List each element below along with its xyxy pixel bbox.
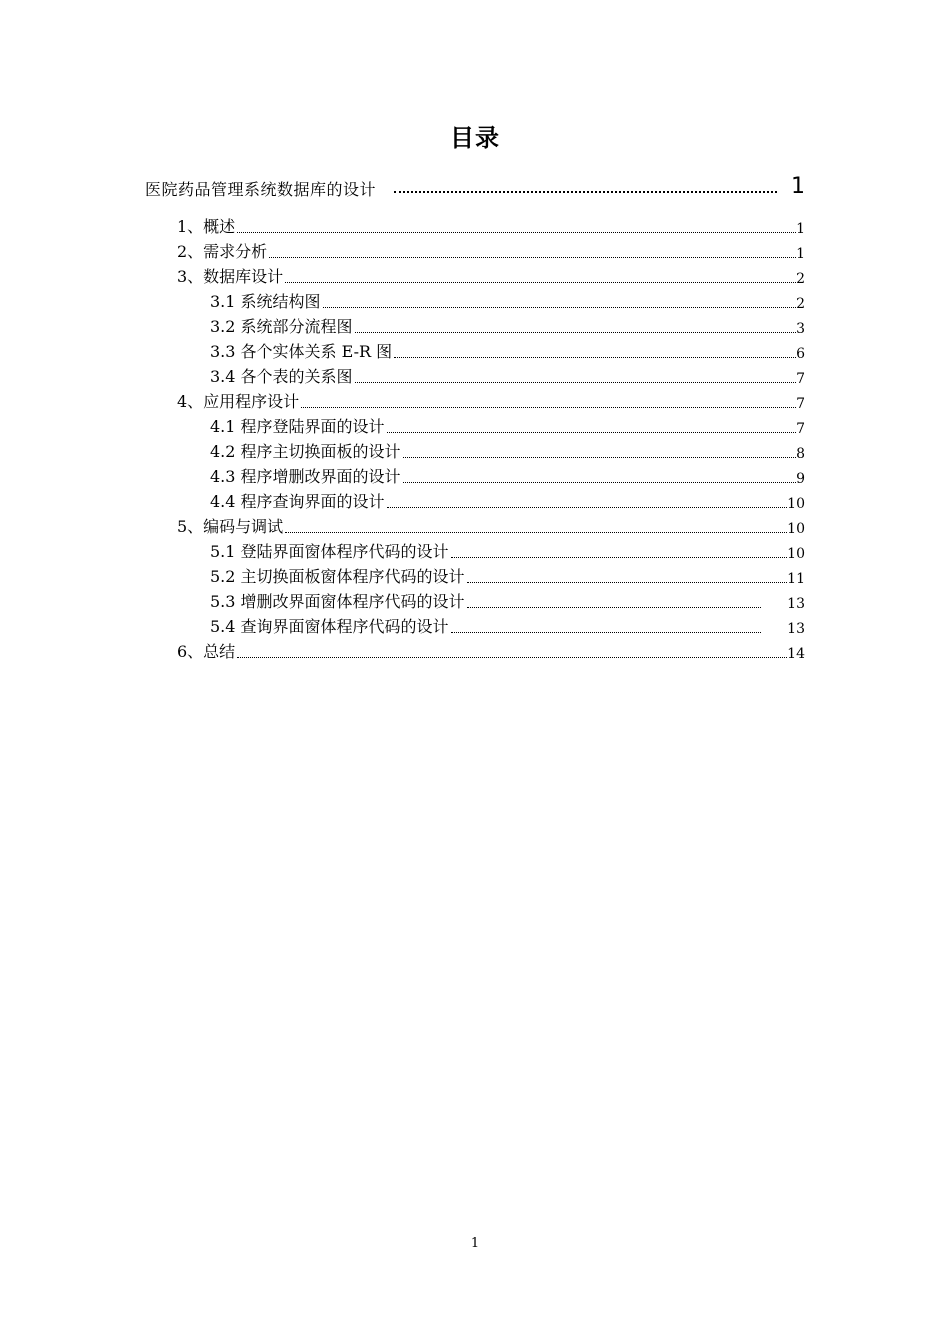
toc-dot-leader <box>394 356 796 358</box>
toc-dot-leader <box>451 631 762 633</box>
toc-page-number: 7 <box>796 371 805 387</box>
toc-dot-leader <box>403 481 797 483</box>
toc-entry-label: 医院药品管理系统数据库的设计 <box>145 180 377 199</box>
toc-entry[interactable] <box>210 440 805 462</box>
toc-dot-leader <box>467 581 788 583</box>
toc-dot-leader <box>355 331 797 333</box>
toc-entry[interactable] <box>210 465 805 487</box>
toc-page-number: 10 <box>787 496 805 512</box>
toc-page-number: 2 <box>796 296 805 312</box>
toc-dot-leader <box>285 531 787 533</box>
toc-entry-label: 3.1 系统结构图 <box>210 292 321 311</box>
toc-page-number: 10 <box>787 546 805 562</box>
toc-dot-leader <box>323 306 797 308</box>
toc-page-number: 6 <box>796 346 805 362</box>
toc-entry-label: 3、数据库设计 <box>177 267 284 286</box>
toc-entry[interactable] <box>210 565 805 587</box>
toc-dot-leader <box>403 456 797 458</box>
toc-entry[interactable] <box>177 390 805 412</box>
toc-dot-leader <box>451 556 788 558</box>
toc-entry-label: 6、总结 <box>177 642 236 661</box>
toc-entry[interactable] <box>177 265 805 287</box>
toc-dot-leader <box>355 381 797 383</box>
toc-entry[interactable] <box>210 365 805 387</box>
toc-page-number: 9 <box>796 471 805 487</box>
footer-page-number: 1 <box>470 1236 480 1251</box>
toc-page-number: 11 <box>787 571 805 587</box>
toc-page-number: 13 <box>787 621 805 637</box>
toc-page-number: 1 <box>791 174 805 199</box>
toc-entry-label: 4、应用程序设计 <box>177 392 300 411</box>
toc-entry-label: 5.3 增删改界面窗体程序代码的设计 <box>210 592 465 611</box>
toc-entry-label: 3.3 各个实体关系 E-R 图 <box>210 342 393 361</box>
toc-dot-leader <box>387 431 797 433</box>
toc-entry[interactable] <box>210 290 805 312</box>
toc-entry[interactable] <box>210 590 805 612</box>
toc-page-number: 10 <box>787 521 805 537</box>
toc-entry[interactable] <box>177 640 805 662</box>
toc-page-number: 3 <box>796 321 805 337</box>
toc-entry-label: 2、需求分析 <box>177 242 268 261</box>
toc-dot-leader <box>467 606 762 608</box>
toc-page-number: 8 <box>796 446 805 462</box>
toc-entry-label: 5、编码与调试 <box>177 517 284 536</box>
toc-entry-label: 4.2 程序主切换面板的设计 <box>210 442 401 461</box>
toc-entry[interactable] <box>210 615 805 637</box>
toc-entry-label: 4.1 程序登陆界面的设计 <box>210 417 385 436</box>
toc-entry[interactable] <box>210 490 805 512</box>
toc-page-number: 14 <box>787 646 805 662</box>
page-title: 目录 <box>450 124 500 152</box>
toc-dot-leader <box>269 256 796 258</box>
toc-page-number: 13 <box>787 596 805 612</box>
toc-entry-label: 5.4 查询界面窗体程序代码的设计 <box>210 617 449 636</box>
toc-entry[interactable] <box>177 240 805 262</box>
toc-page-number: 7 <box>796 421 805 437</box>
toc-entry-label: 5.1 登陆界面窗体程序代码的设计 <box>210 542 449 561</box>
toc-entry-label: 4.4 程序查询界面的设计 <box>210 492 385 511</box>
toc-entry[interactable] <box>210 415 805 437</box>
toc-dot-leader <box>285 281 796 283</box>
toc-page-number: 2 <box>796 271 805 287</box>
toc-entry[interactable] <box>177 215 805 237</box>
toc-entry-label: 1、概述 <box>177 217 236 236</box>
toc-entry-label: 3.2 系统部分流程图 <box>210 317 353 336</box>
toc-dot-leader <box>237 656 787 658</box>
toc-page-number: 7 <box>796 396 805 412</box>
toc-entry[interactable] <box>177 515 805 537</box>
toc-entry[interactable] <box>210 315 805 337</box>
toc-dot-leader <box>301 406 796 408</box>
toc-page-number: 1 <box>796 246 805 262</box>
toc-entry-label: 3.4 各个表的关系图 <box>210 367 353 386</box>
toc-main-entry[interactable] <box>145 172 805 200</box>
toc-entry[interactable] <box>210 340 805 362</box>
toc-entry-label: 4.3 程序增删改界面的设计 <box>210 467 401 486</box>
toc-dot-leader <box>387 506 788 508</box>
toc-dot-leader <box>237 231 796 233</box>
toc-entry[interactable] <box>210 540 805 562</box>
toc-dot-leader <box>394 190 777 193</box>
toc-entry-label: 5.2 主切换面板窗体程序代码的设计 <box>210 567 465 586</box>
toc-page-number: 1 <box>796 221 805 237</box>
